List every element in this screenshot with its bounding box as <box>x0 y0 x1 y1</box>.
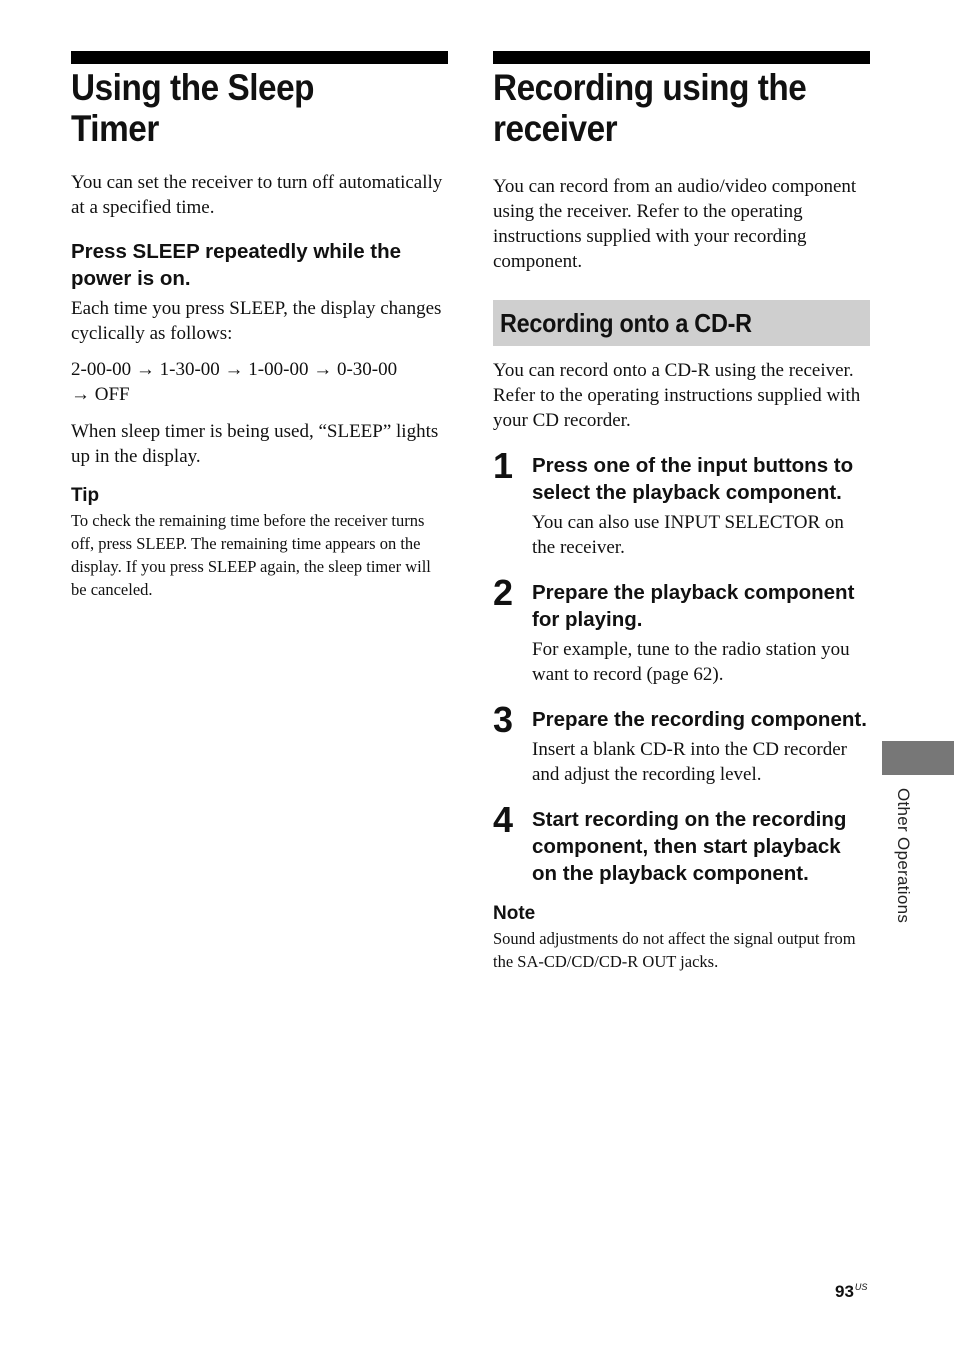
right-column <box>493 51 870 973</box>
left-column <box>71 51 448 601</box>
page-number-value: 93 <box>835 1282 854 1301</box>
sleep-step-heading: Press SLEEP repeatedly while the power is on. <box>71 240 402 290</box>
step-number: 3 <box>493 699 514 740</box>
step-1 <box>493 445 870 560</box>
note-text: Sound adjustments do not affect the signal output from the SA-CD/CD/CD-R OUT jacks. <box>493 929 856 971</box>
page-region-suffix: US <box>854 1282 868 1292</box>
recording-intro: You can record from an audio/video component using the receiver. Refer to the operating instructions supplied with your recording component. <box>493 176 857 272</box>
step-number: 2 <box>493 572 514 613</box>
section-rule <box>71 51 448 64</box>
recording-title: Recording using the receiver <box>493 67 807 149</box>
note-label: Note <box>493 903 536 924</box>
cdr-subsection-title: Recording onto a CD-R <box>500 307 752 338</box>
step-2 <box>493 572 870 687</box>
sleep-indicator-note: When sleep timer is being used, “SLEEP” lights up in the display. <box>71 421 439 467</box>
step-number: 4 <box>493 799 514 840</box>
sleep-timer-title: Using the Sleep Timer <box>71 67 315 149</box>
cdr-subsection-header <box>493 300 870 346</box>
step-heading: Prepare the recording component. <box>532 708 867 731</box>
page-number <box>835 1282 867 1302</box>
cdr-intro: You can record onto a CD-R using the receiver. Refer to the operating instructions supplied with your CD recorder. <box>493 360 861 431</box>
step-detail: For example, tune to the radio station you want to record (page 62). <box>532 639 850 685</box>
sleep-cycle-line-2: → OFF <box>71 384 130 405</box>
section-rule <box>493 51 870 64</box>
step-detail: Insert a blank CD-R into the CD recorder and adjust the recording level. <box>532 739 847 785</box>
chapter-tab-marker <box>882 741 954 775</box>
step-number: 1 <box>493 445 514 486</box>
sleep-step-body: Each time you press SLEEP, the display changes cyclically as follows: <box>71 298 442 344</box>
step-heading: Start recording on the recording component, then start playback on the playback component. <box>532 808 847 885</box>
tip-text: To check the remaining time before the receiver turns off, press SLEEP. The remaining time appears on the display. If you press SLEEP again, the sleep timer will be canceled. <box>71 511 431 599</box>
sleep-timer-intro: You can set the receiver to turn off automatically at a specified time. <box>71 172 443 218</box>
sleep-cycle-line-1: 2-00-00 → 1-30-00 → 1-00-00 → 0-30-00 <box>71 359 398 380</box>
sleep-cycle-sequence <box>71 357 448 407</box>
step-heading: Press one of the input buttons to select the playback component. <box>532 454 854 504</box>
step-4 <box>493 799 870 887</box>
tip-label: Tip <box>71 485 100 506</box>
step-3 <box>493 699 870 787</box>
step-detail: You can also use INPUT SELECTOR on the receiver. <box>532 512 844 558</box>
step-heading: Prepare the playback component for playing. <box>532 581 855 631</box>
chapter-tab-label: Other Operations <box>894 788 913 924</box>
